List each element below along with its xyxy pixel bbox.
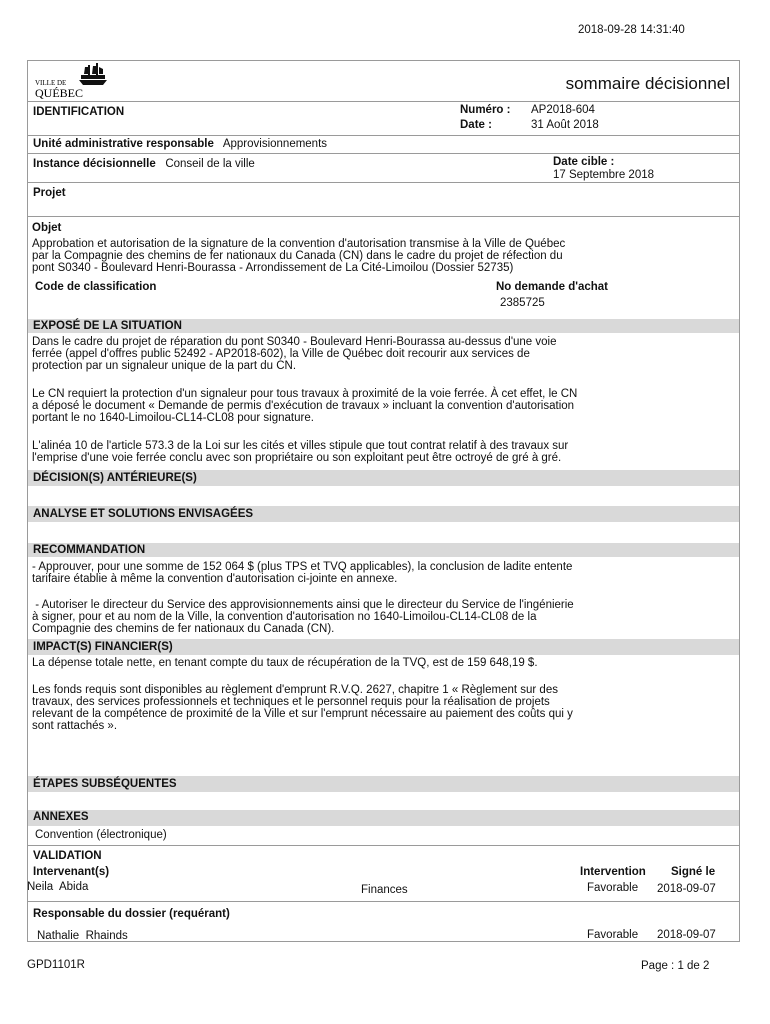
intervenants-label: Intervenant(s) xyxy=(33,866,110,878)
objet-line: Approbation et autorisation de la signature de la convention d'autorisation transmise à la Ville de Québec xyxy=(32,238,566,250)
impact-p2 xyxy=(32,684,692,732)
objet-text xyxy=(32,238,732,274)
expose-line: Dans le cadre du projet de réparation du pont S0340 - Boulevard Henri-Bourassa au-dessus d'une voie xyxy=(32,336,557,348)
impact-line: relevant de la compétence de proximité de la Ville et sur l'emprunt nécessaire au paiement des coûts qui y xyxy=(32,708,573,720)
annexes-label: ANNEXES xyxy=(33,811,89,823)
logo-text-top: VILLE DE xyxy=(35,79,67,87)
expose-line: protection par un signaleur unique de la part du CN. xyxy=(32,360,297,372)
responsable-intervention: Favorable xyxy=(587,929,639,941)
instance-label: Instance décisionnelle xyxy=(33,158,156,170)
unite-label: Unité administrative responsable xyxy=(33,138,214,150)
unite-row xyxy=(33,138,327,150)
logo-text-bottom: QUÉBEC xyxy=(35,86,83,99)
impact-p1 xyxy=(32,657,692,669)
identification-label: IDENTIFICATION xyxy=(33,106,125,118)
responsable-name: Nathalie Rhainds xyxy=(37,930,128,942)
recommandation-line: Compagnie des chemins de fer nationaux du Canada (CN). xyxy=(32,623,335,635)
expose-line: L'alinéa 10 de l'article 573.3 de la Loi sur les cités et villes stipule que tout contrat relatif à des travaux sur xyxy=(32,440,569,452)
validation-label: VALIDATION xyxy=(33,850,102,862)
etapes-label: ÉTAPES SUBSÉQUENTES xyxy=(33,778,177,790)
objet-label: Objet xyxy=(32,222,62,234)
recommandation-line: - Autoriser le directeur du Service des approvisionnements ainsi que le directeur du Service de l'ingénierie xyxy=(32,599,574,611)
no-demande-value: 2385725 xyxy=(500,297,545,309)
expose-line: a déposé le document « Demande de permis d'exécution de travaux » incluant la convention d'autorisation xyxy=(32,400,575,412)
recommandation-label: RECOMMANDATION xyxy=(33,544,146,556)
recommandation-line: à signer, pour et au nom de la Ville, la convention d'autorisation no 1640-Limoilou-CL14-CL08 de la xyxy=(32,611,537,623)
expose-line: portant le no 1640-Limoilou-CL14-CL08 pour signature. xyxy=(32,412,314,424)
instance-value: Conseil de la ville xyxy=(165,158,255,170)
page-number: Page : 1 de 2 xyxy=(641,960,710,972)
date-label: Date : xyxy=(460,119,492,131)
code-classification-label: Code de classification xyxy=(35,281,157,293)
decisions-label: DÉCISION(S) ANTÉRIEURE(S) xyxy=(33,472,197,484)
numero-value: AP2018-604 xyxy=(531,104,595,116)
instance-row xyxy=(33,158,255,170)
intervenant-service: Finances xyxy=(361,884,408,896)
expose-line: Le CN requiert la protection d'un signaleur pour tous travaux à proximité de la voie ferrée. À cet effet, le CN xyxy=(32,388,578,400)
impact-label: IMPACT(S) FINANCIER(S) xyxy=(33,641,173,653)
no-demande-label: No demande d'achat xyxy=(496,281,609,293)
expose-line: l'emprise d'une voie ferrée conclu avec son propriétaire ou son exploitant peut être octroyé de gré à gré. xyxy=(32,452,562,464)
impact-line: La dépense totale nette, en tenant compte du taux de récupération de la TVQ, est de 159 648,19 $. xyxy=(32,657,538,669)
print-timestamp: 2018-09-28 14:31:40 xyxy=(578,24,685,36)
document-title: sommaire décisionnel xyxy=(565,74,730,93)
expose-line: ferrée (appel d'offres public 52492 - AP2018-602), la Ville de Québec doit recourir aux services de xyxy=(32,348,530,360)
date-value: 31 Août 2018 xyxy=(531,119,599,131)
ville-de-quebec-logo xyxy=(33,63,113,99)
date-cible-value: 17 Septembre 2018 xyxy=(553,169,655,181)
impact-line: sont rattachés ». xyxy=(32,720,118,732)
expose-p1 xyxy=(32,336,692,372)
analyse-label: ANALYSE ET SOLUTIONS ENVISAGÉES xyxy=(33,508,254,520)
expose-label: EXPOSÉ DE LA SITUATION xyxy=(33,320,182,332)
annexes-value: Convention (électronique) xyxy=(35,829,167,841)
impact-line: Les fonds requis sont disponibles au règlement d'emprunt R.V.Q. 2627, chapitre 1 « Règlement sur des xyxy=(32,684,558,696)
recommandation-p2 xyxy=(32,599,692,635)
responsable-label: Responsable du dossier (requérant) xyxy=(33,908,230,920)
responsable-date: 2018-09-07 xyxy=(657,929,716,941)
expose-p3 xyxy=(32,440,692,464)
objet-line: pont S0340 - Boulevard Henri-Bourassa - Arrondissement de La Cité-Limoilou (Dossier 52735) xyxy=(32,262,514,274)
signe-le-label: Signé le xyxy=(671,866,716,878)
expose-p2 xyxy=(32,388,692,424)
intervention-label: Intervention xyxy=(580,866,646,878)
intervenant-date: 2018-09-07 xyxy=(657,883,716,895)
objet-line: par la Compagnie des chemins de fer nationaux du Canada (CN) dans le cadre du projet de réfection du xyxy=(32,250,563,262)
intervenant-intervention: Favorable xyxy=(587,882,639,894)
intervenant-name: Neila Abida xyxy=(27,881,89,893)
recommandation-p1 xyxy=(32,561,692,585)
recommandation-line: tarifaire établie à même la convention d'autorisation ci-jointe en annexe. xyxy=(32,573,398,585)
numero-label: Numéro : xyxy=(460,104,511,116)
form-code: GPD1101R xyxy=(27,959,85,971)
impact-line: travaux, des services professionnels et techniques et le personnel requis pour la réalisation de projets xyxy=(32,696,550,708)
unite-value: Approvisionnements xyxy=(222,138,328,150)
projet-label: Projet xyxy=(33,187,66,199)
recommandation-line: - Approuver, pour une somme de 152 064 $ (plus TPS et TVQ applicables), la conclusion de ladite entente xyxy=(32,561,573,573)
date-cible-label: Date cible : xyxy=(553,156,615,168)
